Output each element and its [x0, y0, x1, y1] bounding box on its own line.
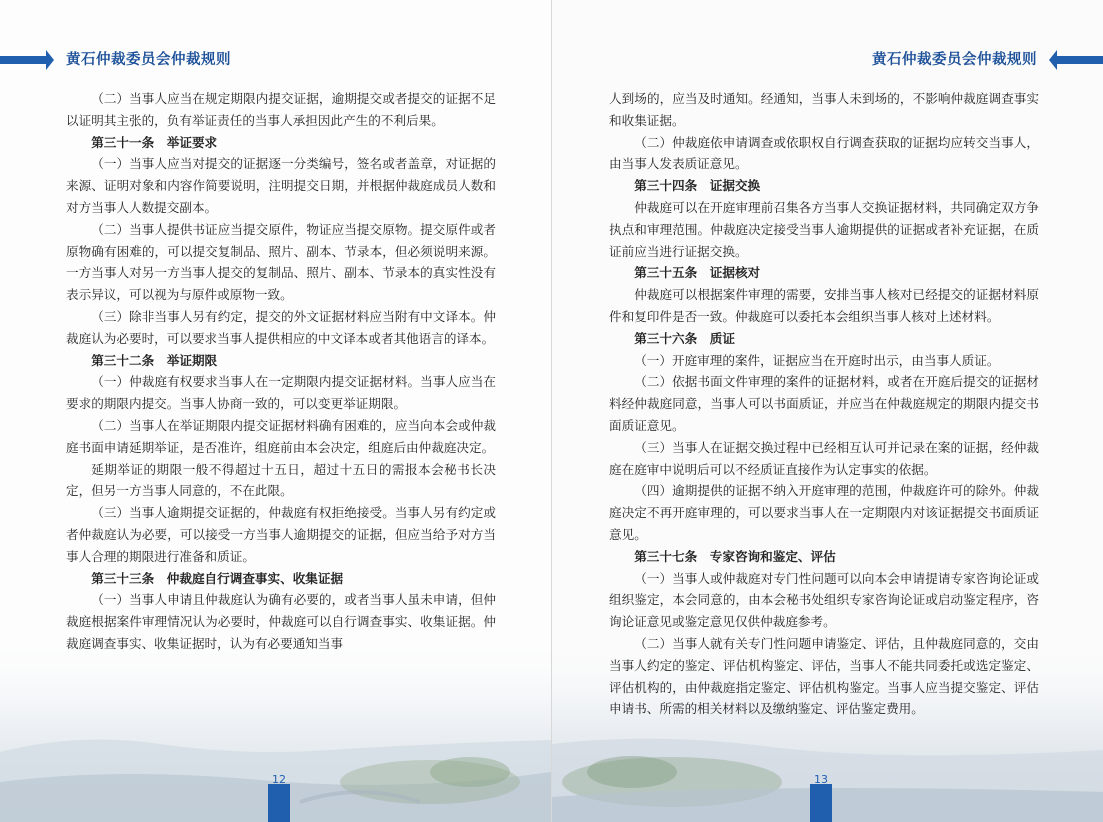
- paragraph: （二）当事人提供书证应当提交原件，物证应当提交原物。提交原件或者原物确有困难的，可以提交复制品、照片、副本、节录本，但必须说明来源。一方当事人对另一方当事人提交的复制品、照片、副本、节录本的真实性没有表示异议，可以视为与原件或原物一致。: [66, 221, 496, 303]
- header-title: 黄石仲裁委员会仲裁规则: [66, 52, 231, 68]
- paragraph: （二）当事人就有关专门性问题申请鉴定、评估，且仲裁庭同意的，交由当事人约定的鉴定、评估机构鉴定、评估，当事人不能共同委托或选定鉴定、评估机构的，由仲裁庭指定鉴定、评估机构鉴定。当事人应当提交鉴定、评估申请书、所需的相关材料以及缴纳鉴定、评估鉴定费用。: [609, 635, 1039, 717]
- page-number-tab: [268, 784, 290, 822]
- article-heading: 第三十一条 举证要求: [91, 134, 218, 150]
- header-accent-bar: [0, 56, 46, 64]
- article-heading: 第三十二条 举证期限: [91, 352, 218, 368]
- paragraph: （二）仲裁庭依申请调查或依职权自行调查获取的证据均应转交当事人，由当事人发表质证意见。: [609, 134, 1039, 172]
- paragraph: （一）当事人应当对提交的证据逐一分类编号，签名或者盖章，对证据的来源、证明对象和内容作简要说明，注明提交日期，并根据仲裁庭成员人数和对方当事人人数提交副本。: [66, 156, 496, 215]
- paragraph: （三）当事人逾期提交证据的，仲裁庭有权拒绝接受。当事人另有约定或者仲裁庭认为必要，可以接受一方当事人逾期提交的证据，但应当给予对方当事人合理的期限进行准备和质证。: [66, 505, 496, 564]
- article-heading: 第三十四条 证据交换: [634, 178, 761, 194]
- paragraph: （二）当事人应当在规定期限内提交证据，逾期提交或者提交的证据不足以证明其主张的，负有举证责任的当事人承担因此产生的不利后果。: [66, 91, 496, 128]
- right-page: [552, 0, 1103, 822]
- paragraph: （一）仲裁庭有权要求当事人在一定期限内提交证据材料。当事人应当在要求的期限内提交。当事人协商一致的，可以变更举证期限。: [66, 374, 496, 412]
- paragraph: （三）当事人在证据交换过程中已经相互认可并记录在案的证据，经仲裁庭在庭审中说明后可以不经质证直接作为认定事实的依据。: [609, 439, 1039, 477]
- article-heading: 第三十七条 专家咨询和鉴定、评估: [634, 548, 836, 564]
- article-heading: 第三十五条 证据核对: [634, 265, 761, 281]
- paragraph: 延期举证的期限一般不得超过十五日，超过十五日的需报本会秘书长决定，但另一方当事人同意的，不在此限。: [66, 461, 496, 499]
- page-number: 13: [814, 773, 828, 786]
- paragraph: （一）当事人或仲裁庭对专门性问题可以向本会申请提请专家咨询论证或组织鉴定，本会同意的，由本会秘书处组织专家咨询论证或启动鉴定程序，咨询论证意见或鉴定意见仅供仲裁庭参考。: [609, 570, 1039, 630]
- left-page-text: [66, 88, 496, 655]
- paragraph: 人到场的，应当及时通知。经通知，当事人未到场的，不影响仲裁庭调查事实和收集证据。: [609, 91, 1039, 128]
- page-number-tab: [810, 784, 832, 822]
- paragraph: （一）开庭审理的案件，证据应当在开庭时出示，由当事人质证。: [634, 352, 1000, 368]
- article-heading: 第三十三条 仲裁庭自行调查事实、收集证据: [91, 570, 344, 586]
- paragraph: （二）依据书面文件审理的案件的证据材料，或者在开庭后提交的证据材料经仲裁庭同意，当事人可以书面质证，并应当在仲裁庭规定的期限内提交书面质证意见。: [609, 374, 1039, 433]
- paragraph: 仲裁庭可以在开庭审理前召集各方当事人交换证据材料，共同确定双方争执点和审理范围。仲裁庭决定接受当事人逾期提供的证据或者补充证据，在质证前应当进行证据交换。: [609, 199, 1039, 259]
- paragraph: （二）当事人在举证期限内提交证据材料确有困难的，应当向本会或仲裁庭书面申请延期举证，是否准许，组庭前由本会决定，组庭后由仲裁庭决定。: [66, 417, 496, 455]
- page-number: 12: [272, 773, 286, 786]
- header-accent-arrow: [1049, 50, 1057, 70]
- article-heading: 第三十六条 质证: [634, 330, 735, 346]
- header-accent-arrow: [46, 50, 54, 70]
- paragraph: （三）除非当事人另有约定，提交的外文证据材料应当附有中文译本。仲裁庭认为必要时，可以要求当事人提供相应的中文译本或者其他语言的译本。: [66, 308, 496, 346]
- paragraph: （四）逾期提供的证据不纳入开庭审理的范围，仲裁庭许可的除外。仲裁庭决定不再开庭审理的，可以要求当事人在一定期限内对该证据提交书面质证意见。: [609, 483, 1039, 542]
- right-page-text: [609, 88, 1039, 720]
- header-bar: [552, 50, 1103, 70]
- header-accent-bar: [1057, 56, 1103, 64]
- paragraph: 仲裁庭可以根据案件审理的需要，安排当事人核对已经提交的证据材料原件和复印件是否一致。仲裁庭可以委托本会组织当事人核对上述材料。: [609, 287, 1039, 324]
- paragraph: （一）当事人申请且仲裁庭认为确有必要的，或者当事人虽未申请，但仲裁庭根据案件审理情况认为必要时，仲裁庭可以自行调查事实、收集证据。仲裁庭调查事实、收集证据时，认为有必要通知当事: [66, 592, 496, 651]
- header-bar: [0, 50, 551, 70]
- header-title: 黄石仲裁委员会仲裁规则: [872, 52, 1037, 68]
- left-page: [0, 0, 551, 822]
